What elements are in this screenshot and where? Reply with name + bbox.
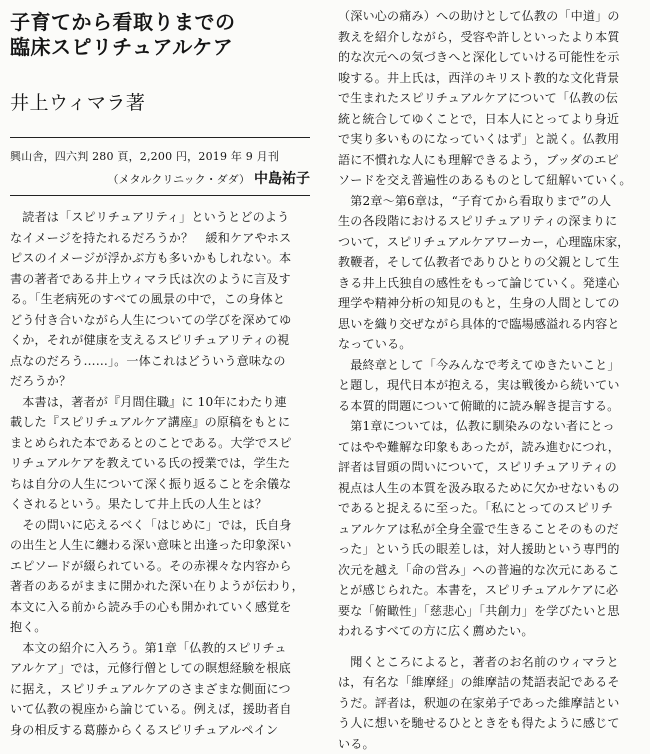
- book-title-line-1: 子育てから看取りまでの: [10, 10, 310, 35]
- text-line: る。「生老病死のすべての風景の中で，この身体と: [10, 289, 312, 310]
- text-line: は，有名な「維摩経」の維摩詰の梵語表記であるそ: [338, 672, 643, 693]
- text-line: うだ。評者は，釈迦の在家弟子であった維摩詰とい: [338, 693, 643, 714]
- text-line: 本文の紹介に入ろう。第1章「仏教的スピリチュ: [10, 638, 312, 659]
- right-body-text: [338, 6, 643, 642]
- text-line: であると捉えるに至った。「私にとってのスピリチ: [338, 498, 643, 519]
- book-title: [10, 10, 310, 60]
- text-line: 載した『スピリチュアルケア講座』の原稿をもとに: [10, 412, 312, 433]
- text-line: 理学や精神分析の知見のもと，生身の人間としての: [338, 293, 643, 314]
- text-line: と題し，現代日本が抱える，実は戦後から続いてい: [338, 375, 643, 396]
- text-line: てはやや難解な印象もあったが，読み進むにつれ，: [338, 437, 643, 458]
- closing-paragraph: [338, 652, 643, 754]
- text-line: 読者は「スピリチュアリティ」というとどのよう: [10, 207, 312, 228]
- text-line: なっている。: [338, 334, 643, 355]
- book-author: 井上ウィマラ著: [10, 88, 145, 115]
- text-line: 身の相反する葛藤からくるスピリチュアルペイン: [10, 720, 312, 741]
- reviewer-affiliation: （メタルクリニック・ダダ）: [108, 173, 250, 186]
- text-line: 生の各段階におけるスピリチュアリティの深まりに: [338, 211, 643, 232]
- text-line: われるすべての方に広く薦めたい。: [338, 621, 643, 642]
- text-line: に据え，スピリチュアルケアのさまざまな側面につ: [10, 679, 312, 700]
- text-line: ちは自分の人生について深く振り返ることを余儀な: [10, 474, 312, 495]
- text-line: まとめられた本であるとのことである。大学でスピ: [10, 433, 312, 454]
- text-line: 唆する。井上氏は，西洋のキリスト教的な文化背景: [338, 68, 643, 89]
- reviewer: [108, 168, 310, 188]
- text-line: の出生と人生に纏わる深い意味と出逢った印象深い: [10, 535, 312, 556]
- book-title-line-2: 臨床スピリチュアルケア: [10, 35, 310, 60]
- text-line: 評者は冒頭の問いについて，スピリチュアリティの: [338, 457, 643, 478]
- text-line: 最終章として「今みんなで考えてゆきたいこと」: [338, 355, 643, 376]
- text-line: 第1章については，仏教に馴染みのない者にとっ: [338, 416, 643, 437]
- text-line: いる。: [338, 734, 643, 754]
- text-line: （深い心の痛み）への助けとして仏教の「中道」の: [338, 6, 643, 27]
- text-line: いて仏教の視座から論じている。例えば，援助者自: [10, 699, 312, 720]
- right-column: [338, 6, 643, 754]
- text-line: 書の著者である井上ウィマラ氏は次のように言及す: [10, 269, 312, 290]
- text-line: る本質的問題について俯瞰的に読み解き提言する。: [338, 396, 643, 417]
- text-line: う人に想いを馳せるひとときをも得たように感じて: [338, 713, 643, 734]
- text-line: エピソードが綴られている。その赤裸々な内容から: [10, 556, 312, 577]
- text-line: きる井上氏独自の感性をもって論じていく。発達心: [338, 273, 643, 294]
- text-line: 第2章～第6章は，“子育てから看取りまで”の人: [338, 191, 643, 212]
- text-line: なイメージを持たれるだろうか？ 緩和ケアやホス: [10, 228, 312, 249]
- text-line: とが感じられた。本書を，スピリチュアルケアに必: [338, 580, 643, 601]
- text-line: 著者のあるがままに開かれた深い在りようが伝わり，: [10, 576, 312, 597]
- text-line: で実り多いものになっていくはず」と説く。仏教用: [338, 129, 643, 150]
- publication-info: 興山舎，四六判 280 頁，2,200 円，2019 年 9 月刊: [10, 148, 279, 164]
- text-line: どう付き合いながら人生についての学びを深めてゆ: [10, 310, 312, 331]
- left-body-text: [10, 207, 312, 740]
- text-line: 抱く。: [10, 617, 312, 638]
- text-line: 点なのだろう……」。一体これはどういう意味なの: [10, 351, 312, 372]
- text-line: 語に不慣れな人にも理解できるよう，ブッダのエピ: [338, 150, 643, 171]
- text-line: その問いに応えるべく「はじめに」では，氏自身: [10, 515, 312, 536]
- text-line: ピスのイメージが浮かぶ方も多いかもしれない。本: [10, 248, 312, 269]
- header-rule-bottom: [10, 195, 310, 196]
- text-line: った」という氏の眼差しは，対人援助という専門的: [338, 539, 643, 560]
- text-line: ソードを交え普遍性のあるものとして紐解いていく。: [338, 170, 643, 191]
- text-line: くか，それが健康を支えるスピリチュアリティの視: [10, 330, 312, 351]
- text-line: 教鞭者，そして仏教者でありひとりの父親として生: [338, 252, 643, 273]
- text-line: ュアルケアは私が全身全霊で生きることそのものだ: [338, 519, 643, 540]
- header-rule-top: [10, 137, 310, 138]
- text-line: 次元を越え「命の営み」への普遍的な次元にあるこ: [338, 560, 643, 581]
- text-line: くされるという。果たして井上氏の人生とは？: [10, 494, 312, 515]
- text-line: で生まれたスピリチュアルケアについて「仏教の伝: [338, 88, 643, 109]
- text-line: 視点は人生の本質を汲み取るために欠かせないもの: [338, 478, 643, 499]
- text-line: 教えを紹介しながら，受容や許しといったより本質: [338, 27, 643, 48]
- text-line: 統と統合してゆくことで，日本人にとってより身近: [338, 109, 643, 130]
- reviewer-name: 中島祐子: [254, 171, 310, 187]
- text-line: 聞くところによると，著者のお名前のウィマラと: [338, 652, 643, 673]
- text-line: 的な次元への気づきへと深化していける可能性を示: [338, 47, 643, 68]
- text-line: だろうか？: [10, 371, 312, 392]
- text-line: 本文に入る前から読み手の心も開かれていく感覚を: [10, 597, 312, 618]
- paragraph-gap: [338, 642, 643, 652]
- text-line: リチュアルケアを教えている氏の授業では，学生た: [10, 453, 312, 474]
- text-line: 本書は，著者が『月間住職』に 10年にわたり連: [10, 392, 312, 413]
- text-line: 思いを織り交ぜながら具体的で臨場感溢れる内容と: [338, 314, 643, 335]
- text-line: ついて，スピリチュアルケアワーカー，心理臨床家，: [338, 232, 643, 253]
- text-line: アルケア」では，元修行僧としての瞑想経験を根底: [10, 658, 312, 679]
- text-line: 要な「俯瞰性」「慈悲心」「共創力」を学びたいと思: [338, 601, 643, 622]
